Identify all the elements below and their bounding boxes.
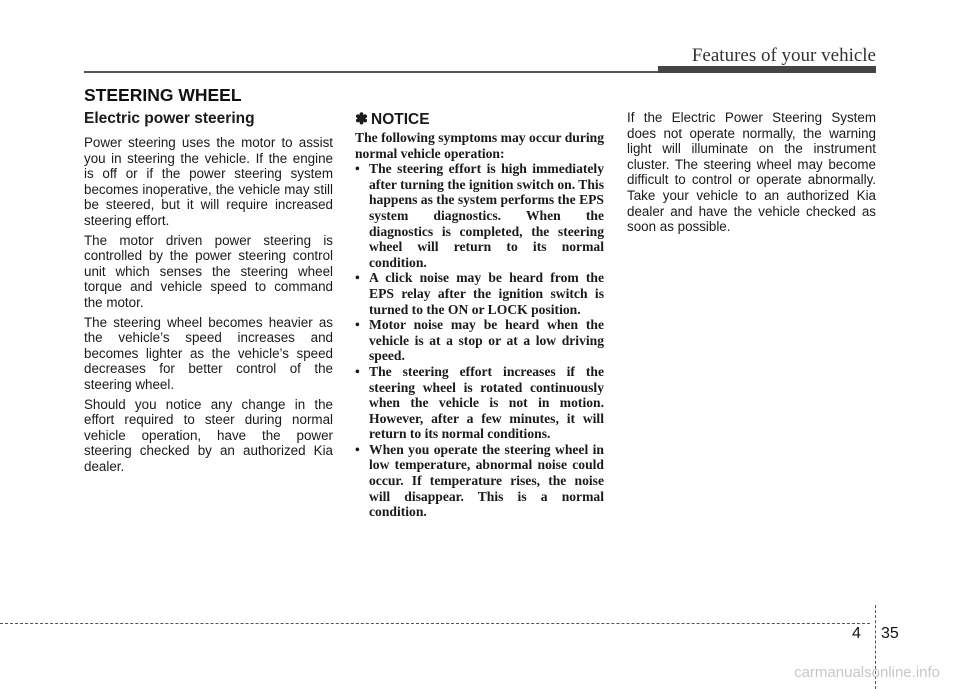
list-item-text: A click noise may be heard from the EPS relay after the ignition switch is turned to the ON or LOCK position. bbox=[369, 270, 604, 317]
watermark: carmanualsonline.info bbox=[794, 664, 940, 681]
paragraph: Should you notice any change in the effort required to steer during normal vehicle operation, have the power steering checked by an authorized Kia dealer. bbox=[84, 396, 333, 474]
header-bar bbox=[658, 66, 876, 73]
notice-intro: The following symptoms may occur during normal vehicle operation: bbox=[355, 130, 604, 161]
bullet-icon: • bbox=[355, 161, 360, 177]
list-item-text: The steering effort increases if the steering wheel is rotated continuously when the vehicle is not in motion. However, after a few minutes, it will return to its normal conditions. bbox=[369, 363, 604, 442]
list-item bbox=[355, 317, 604, 364]
paragraph: The steering wheel becomes heavier as the vehicle’s speed increases and becomes lighter as the vehicle’s speed decreases for better control of the steering wheel. bbox=[84, 314, 333, 392]
bullet-icon: • bbox=[355, 270, 360, 286]
column-left bbox=[84, 110, 333, 478]
list-item bbox=[355, 364, 604, 442]
header-rule bbox=[84, 71, 660, 73]
paragraph: If the Electric Power Steering System does not operate normally, the warning light will illuminate on the instrument cluster. The steering wheel may become difficult to control or operate abnormally. Take your vehicle to an authorized Kia dealer and have the vehicle checked as soon as possible. bbox=[627, 110, 876, 235]
bullet-icon: • bbox=[355, 441, 360, 457]
running-header: Features of your vehicle bbox=[691, 45, 876, 66]
list-item bbox=[355, 161, 604, 270]
list-item-text: When you operate the steering wheel in low temperature, abnormal noise could occur. If temperature rises, the noise will disappear. This is a normal condition. bbox=[369, 441, 604, 520]
footer-rule bbox=[0, 623, 870, 624]
section-title: STEERING WHEEL bbox=[84, 85, 242, 105]
list-item bbox=[355, 270, 604, 317]
notice-heading bbox=[355, 110, 604, 129]
notice-title: NOTICE bbox=[371, 111, 430, 128]
list-item-text: The steering effort is high immediately after turning the ignition switch on. This happens as the system performs the EPS system diagnostics. When the diagnostics is completed, the steering wheel will return to its normal condition. bbox=[369, 161, 604, 270]
paragraph: The motor driven power steering is controlled by the power steering control unit which senses the steering wheel torque and vehicle speed to command the motor. bbox=[84, 232, 333, 310]
subsection-heading: Electric power steering bbox=[84, 110, 255, 127]
bullet-icon: • bbox=[355, 317, 360, 333]
notice-list bbox=[355, 161, 604, 520]
list-item bbox=[355, 442, 604, 520]
column-right bbox=[627, 110, 876, 239]
paragraph: Power steering uses the motor to assist you in steering the vehicle. If the engine is off or if the power steering system becomes inoperative, the vehicle may still be steered, but it will require increased steering effort. bbox=[84, 135, 333, 228]
notice-box bbox=[355, 110, 604, 520]
page-number: 35 bbox=[881, 625, 899, 642]
asterisk-icon: ✽ bbox=[355, 111, 368, 128]
chapter-number: 4 bbox=[852, 625, 861, 642]
bullet-icon: • bbox=[355, 363, 360, 379]
list-item-text: Motor noise may be heard when the vehicle is at a stop or at a low driving speed. bbox=[369, 317, 604, 364]
